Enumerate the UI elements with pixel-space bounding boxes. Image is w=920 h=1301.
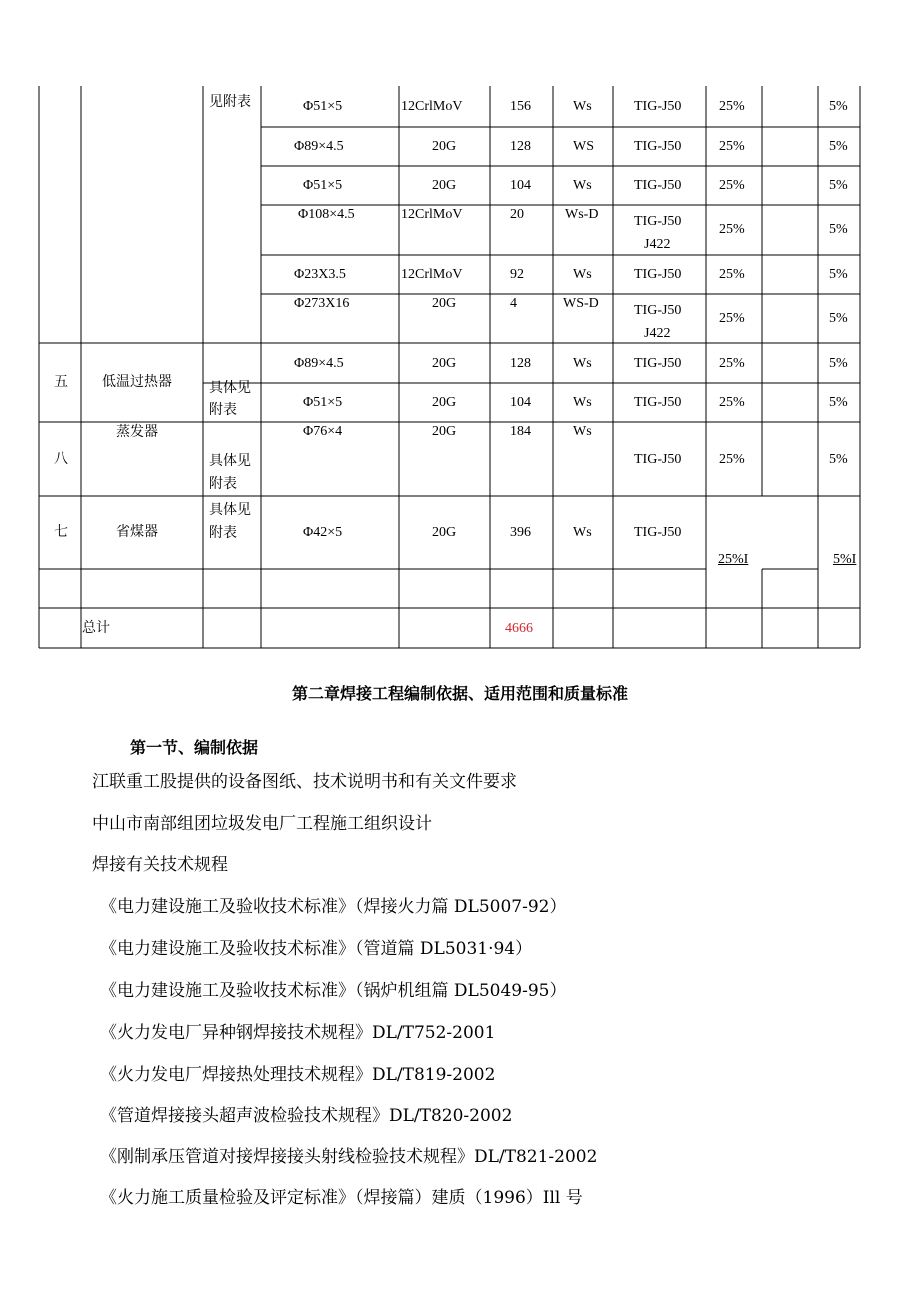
method-cell: Ws: [573, 395, 592, 410]
group-number: 八: [54, 452, 68, 467]
spec-cell: Φ51×5: [303, 395, 343, 410]
total-value: 4666: [505, 621, 533, 636]
paragraph: 焊接有关技术规程: [92, 855, 228, 875]
rate1-cell: 25%: [719, 139, 745, 154]
material-cell: 20G: [432, 296, 457, 311]
quantity-cell: 20: [510, 207, 524, 222]
method-cell: WS: [573, 139, 594, 154]
wire-cell: TIG-J50: [634, 267, 682, 282]
rate2-cell: 5%: [829, 311, 848, 326]
method-cell: Ws: [573, 99, 592, 114]
rate2-cell: 5%: [829, 395, 848, 410]
paragraph: 《电力建设施工及验收技术标准》（锅炉机组篇 DL5049-95）: [100, 981, 567, 1001]
paragraph: 《火力施工质量检验及评定标准》（焊接篇）建质（1996）Ill 号: [100, 1188, 583, 1208]
wire-cell: TIG-J50: [634, 525, 682, 540]
quantity-cell: 128: [510, 356, 531, 371]
rate2-cell: 5%I: [833, 552, 857, 567]
rate1-cell: 25%: [719, 311, 745, 326]
rate2-cell: 5%: [829, 178, 848, 193]
section-title: 第一节、编制依据: [130, 738, 259, 757]
spec-cell: Φ108×4.5: [298, 207, 355, 222]
wire-cell-2: J422: [644, 237, 671, 252]
quantity-cell: 104: [510, 395, 531, 410]
attachment-label-2: 附表: [209, 402, 237, 418]
paragraph: 《火力发电厂焊接热处理技术规程》DL/T819-2002: [100, 1065, 496, 1085]
method-cell: Ws-D: [565, 207, 599, 222]
method-cell: WS-D: [563, 296, 599, 311]
group-name: 省煤器: [116, 525, 158, 540]
paragraph: 江联重工股提供的设备图纸、技术说明书和有关文件要求: [92, 772, 517, 792]
rate2-cell: 5%: [829, 267, 848, 282]
wire-cell: TIG-J50: [634, 452, 682, 467]
group-number: 七: [54, 525, 68, 540]
method-cell: Ws: [573, 178, 592, 193]
paragraph: 《电力建设施工及验收技术标准》（管道篇 DL5031·94）: [100, 939, 533, 959]
quantity-cell: 156: [510, 99, 531, 114]
attachment-label: 具体见: [209, 380, 251, 396]
method-cell: Ws: [573, 525, 592, 540]
quantity-cell: 128: [510, 139, 531, 154]
wire-cell: TIG-J50: [634, 178, 682, 193]
wire-cell: TIG-J50: [634, 214, 682, 229]
material-cell: 20G: [432, 424, 457, 439]
attachment-label: 具体见: [209, 453, 251, 469]
rate2-cell: 5%: [829, 222, 848, 237]
material-cell: 20G: [432, 178, 457, 193]
spec-cell: Φ89×4.5: [294, 356, 344, 371]
rate1-cell: 25%: [719, 452, 745, 467]
spec-cell: Φ89×4.5: [294, 139, 344, 154]
attachment-label: 具体见: [209, 502, 251, 518]
wire-cell: TIG-J50: [634, 356, 682, 371]
quantity-cell: 4: [510, 296, 517, 311]
spec-cell: Φ76×4: [303, 424, 343, 439]
quantity-cell: 396: [510, 525, 531, 540]
paragraph: 中山市南部组团垃圾发电厂工程施工组织设计: [92, 814, 432, 834]
rate1-cell: 25%: [719, 356, 745, 371]
paragraph: 《电力建设施工及验收技术标准》（焊接火力篇 DL5007-92）: [100, 897, 567, 917]
method-cell: Ws: [573, 356, 592, 371]
paragraph: 《刚制承压管道对接焊接接头射线检验技术规程》DL/T821-2002: [100, 1147, 598, 1167]
rate1-cell: 25%: [719, 395, 745, 410]
material-cell: 12CrlMoV: [401, 267, 463, 282]
method-cell: Ws: [573, 267, 592, 282]
wire-cell: TIG-J50: [634, 99, 682, 114]
rate2-cell: 5%: [829, 356, 848, 371]
attachment-label-2: 附表: [209, 525, 237, 541]
quantity-cell: 184: [510, 424, 531, 439]
rate2-cell: 5%: [829, 99, 848, 114]
material-cell: 20G: [432, 395, 457, 410]
rate1-cell: 25%: [719, 178, 745, 193]
material-cell: 12CrlMoV: [401, 99, 463, 114]
rate1-cell: 25%: [719, 99, 745, 114]
rate2-cell: 5%: [829, 452, 848, 467]
quantity-cell: 104: [510, 178, 531, 193]
paragraph: 《火力发电厂异种钢焊接技术规程》DL/T752-2001: [100, 1023, 496, 1043]
group-number: 五: [54, 375, 68, 390]
material-cell: 12CrlMoV: [401, 207, 463, 222]
rate2-cell: 5%: [829, 139, 848, 154]
method-cell: Ws: [573, 424, 592, 439]
material-cell: 20G: [432, 139, 457, 154]
spec-cell: Φ51×5: [303, 178, 343, 193]
group-name: 低温过热器: [102, 375, 172, 390]
group-name: 蒸发器: [116, 425, 158, 440]
attachment-label: 见附表: [209, 94, 251, 110]
spec-cell: Φ23X3.5: [294, 267, 346, 282]
rate1-cell: 25%I: [718, 552, 749, 567]
rate1-cell: 25%: [719, 222, 745, 237]
material-cell: 20G: [432, 525, 457, 540]
wire-cell: TIG-J50: [634, 303, 682, 318]
rate1-cell: 25%: [719, 267, 745, 282]
spec-cell: Φ273X16: [294, 296, 350, 311]
spec-cell: Φ42×5: [303, 525, 343, 540]
attachment-label-2: 附表: [209, 476, 237, 492]
wire-cell: TIG-J50: [634, 139, 682, 154]
material-cell: 20G: [432, 356, 457, 371]
spec-cell: Φ51×5: [303, 99, 343, 114]
wire-cell-2: J422: [644, 326, 671, 341]
total-label: 总计: [82, 620, 110, 636]
quantity-cell: 92: [510, 267, 524, 282]
chapter-title: 第二章焊接工程编制依据、适用范围和质量标准: [291, 684, 628, 703]
paragraph: 《管道焊接接头超声波检验技术规程》DL/T820-2002: [100, 1106, 513, 1126]
wire-cell: TIG-J50: [634, 395, 682, 410]
